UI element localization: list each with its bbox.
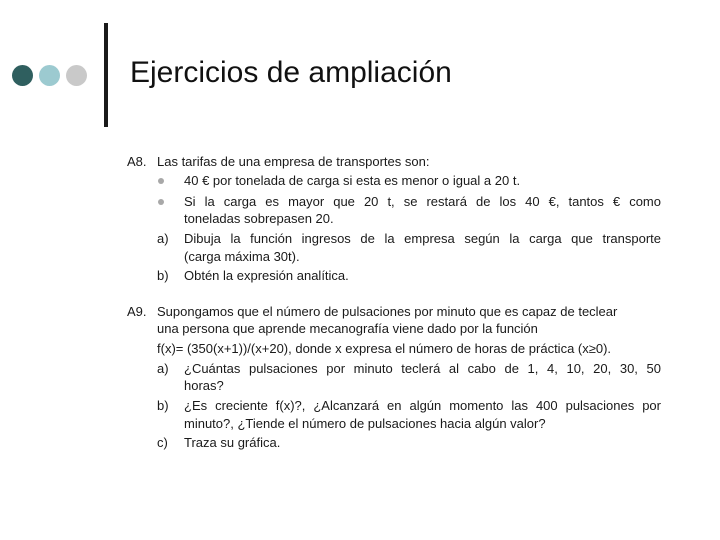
a9-item-b-line2: minuto?, ¿Tiende el número de pulsaciones hacia algún valor? [184,416,546,431]
a8-bullet-2-line1: Si la carga es mayor que 20 t, se restará de los 40 €, tantos € como [184,194,661,209]
gray-dot-icon [66,65,87,86]
a8-item-a-label: a) [157,231,169,246]
a8-item-b-label: b) [157,268,169,283]
page-title: Ejercicios de ampliación [130,56,452,89]
a8-item-a-line1: Dibuja la función ingresos de la empresa según la carga que transporte [184,231,661,246]
a9-item-a-line2: horas? [184,378,224,393]
exercise-a9-label: A9. [127,304,147,319]
a9-item-b-line1: ¿Es creciente f(x)?, ¿Alcanzará en algún momento las 400 pulsaciones por [184,398,661,413]
bullet-icon [158,199,164,205]
a8-bullet-2-line2: toneladas sobrepasen 20. [184,211,334,226]
dark-teal-dot-icon [12,65,33,86]
a9-item-a-line1: ¿Cuántas pulsaciones por minuto teclerá al cabo de 1, 4, 10, 20, 30, 50 [184,361,661,376]
exercise-a8-label: A8. [127,154,147,169]
exercise-a9-intro-line2: una persona que aprende mecanografía viene dado por la función [157,321,538,336]
title-divider [104,23,108,127]
a9-item-c-line1: Traza su gráfica. [184,435,281,450]
a8-item-b-line1: Obtén la expresión analítica. [184,268,349,283]
exercise-a9-intro-line1: Supongamos que el número de pulsaciones por minuto que es capaz de teclear [157,304,618,319]
a8-item-a-line2: (carga máxima 30t). [184,249,300,264]
decorative-dots [12,65,102,87]
a9-item-c-label: c) [157,435,168,450]
light-teal-dot-icon [39,65,60,86]
a9-item-b-label: b) [157,398,169,413]
a9-item-a-label: a) [157,361,169,376]
a8-bullet-1: 40 € por tonelada de carga si esta es menor o igual a 20 t. [184,173,521,188]
bullet-icon [158,178,164,184]
exercise-a9-formula: f(x)= (350(x+1))/(x+20), donde x expresa el número de horas de práctica (x≥0). [157,341,612,356]
exercise-a8-intro: Las tarifas de una empresa de transportes son: [157,154,430,169]
